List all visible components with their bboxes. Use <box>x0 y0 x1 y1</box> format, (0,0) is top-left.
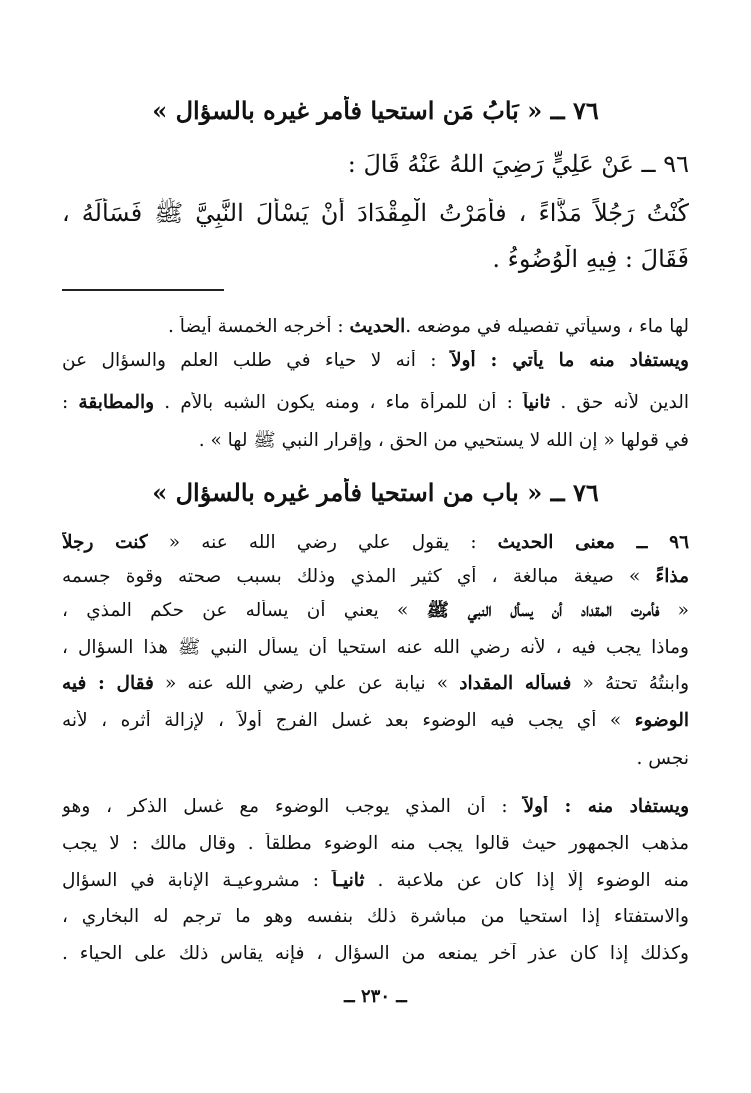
benefits-line-4: والاستفتاء إذا استحيا من مباشرة ذلك بنفسه وهو ما ترجم له البخاري ، <box>62 906 689 927</box>
footnote-line-3 <box>62 392 689 413</box>
commentary-line-5 <box>62 673 689 694</box>
commentary-text: » صيغة مبالغة ، أي كثير المذي وذلك بسبب صحته وقوة جسمه <box>62 566 656 587</box>
commentary-keyword: فأمرت المقداد أن يسأل النبي ﷺ <box>426 600 660 621</box>
footnote-separator <box>62 289 224 291</box>
benefits-line-3 <box>62 870 689 891</box>
footnote-keyword: ويستفاد منه ما يأتي : أولاً <box>450 350 689 371</box>
benefits-text: : أن المذي يوجب الوضوء مع غسل الذكر ، وهو <box>62 796 524 817</box>
footnote-text: : أخرجه الخمسة أيضاً . <box>168 316 350 337</box>
footnote-text: : أنه لا حياء في طلب العلم والسؤال عن <box>62 350 451 371</box>
commentary-keyword: فقال : فيه <box>62 673 154 694</box>
commentary-keyword: الوضوء <box>634 710 689 731</box>
commentary-line-1 <box>62 532 689 553</box>
chapter-heading: ٧٦ ــ « بَابُ مَن استحيا فأمر غيره بالسؤال » <box>152 96 599 125</box>
commentary-text: » نيابة عن علي رضي الله عنه « <box>153 673 460 694</box>
benefits-keyword: ويستفاد منه : أولاً <box>523 796 689 817</box>
footnote-line-1 <box>62 316 689 337</box>
commentary-text: : يقول علي رضي الله عنه « <box>147 532 498 553</box>
benefits-line-1 <box>62 796 689 817</box>
page-number: ــ ٢٣٠ ــ <box>344 986 407 1007</box>
commentary-heading: ٧٦ ــ « باب من استحيا فأمر غيره بالسؤال » <box>152 478 599 507</box>
footnote-text: لها ماء ، وسيأتي تفصيله في موضعه . <box>405 316 689 337</box>
footnote-keyword: ثانياً <box>523 392 551 413</box>
footnote-line-4: في قولها « إن الله لا يستحيي من الحق ، وإقرار النبي ﷺ لها » . <box>198 430 689 451</box>
commentary-line-4: وماذا يجب فيه ، لأنه رضي الله عنه استحيا أن يسأل النبي ﷺ هذا السؤال ، <box>62 637 689 658</box>
commentary-keyword: كنت رجلاً <box>62 532 148 553</box>
footnote-text: : أن للمرأة ماء ، ومنه يكون الشبه بالأم . <box>154 392 524 413</box>
commentary-line-3 <box>62 600 689 626</box>
benefits-text: منه الوضوء إلَّا إذا كان عن ملاعبة . <box>364 870 689 891</box>
commentary-line-6 <box>62 710 689 731</box>
benefits-keyword: ثانيـاً <box>331 870 365 891</box>
commentary-line-2 <box>62 566 689 587</box>
commentary-text: « <box>659 600 689 621</box>
footnote-line-2 <box>62 350 689 371</box>
benefits-line-5: وكذلك إذا كان عذر آخر يمنعه من السؤال ، فإنه يقاس ذلك على الحياء . <box>62 943 689 964</box>
footnote-keyword: والمطابقة <box>78 392 155 413</box>
benefits-text: : مشروعيـة الإنابة في السؤال <box>62 870 332 891</box>
commentary-keyword: فسأله المقداد <box>459 673 572 694</box>
commentary-text: وابنتُهُ تحتهُ « <box>571 673 689 694</box>
footnote-text: الدين لأنه حق . <box>550 392 689 413</box>
hadith-line-3: فَقَالَ : فِيهِ الْوُضُوءُ . <box>492 245 689 273</box>
footnote-text: : <box>62 392 79 413</box>
footnote-keyword: الحديث <box>349 316 406 337</box>
benefits-line-2: مذهب الجمهور حيث قالوا يجب منه الوضوء مطلقاً . وقال مالك : لا يجب <box>62 833 689 854</box>
commentary-line-7: نجس . <box>636 748 689 769</box>
hadith-line-2: كُنْتُ رَجُلاً مَذَّاءً ، فأَمَرْتُ الْمِقْدَادَ أَنْ يَسْأَلَ النَّبِيَّ ﷺ فَسَأَلَهُ ، <box>62 199 689 227</box>
commentary-text: » أي يجب فيه الوضوء بعد غسل الفرج أولاً ، لإزالة أثره ، لأنه <box>62 710 635 731</box>
commentary-keyword: مذاءً <box>655 566 689 587</box>
hadith-line-1: ٩٦ ــ عَنْ عَلِيٍّ رَضِيَ اللهُ عَنْهُ قَالَ : <box>347 150 689 178</box>
commentary-text: » يعني أن يسأله عن حكم المذي ، <box>62 600 427 621</box>
commentary-keyword: ٩٦ ــ معنى الحديث <box>497 532 689 553</box>
